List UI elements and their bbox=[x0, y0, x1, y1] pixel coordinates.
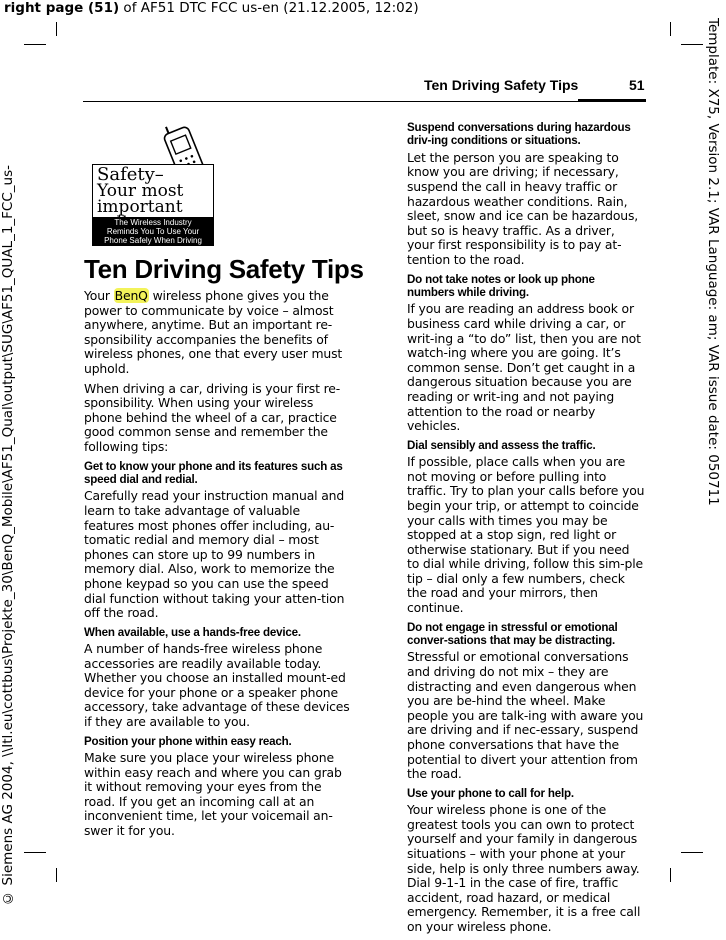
logo-band bbox=[93, 217, 213, 245]
copyright-path bbox=[0, 0, 20, 912]
tip-body: Carefully read your instruction manual and learn to take advantage of valuable features most phones offer including, au-tomatic redial and memory dial – most phones can store up to 99 numbers in memory dial. Also, work to memorize the phone keypad so you can use the speed dial function without taking your atten-tion off the road. bbox=[84, 488, 345, 621]
crop-mark bbox=[681, 44, 703, 45]
tip-heading: Suspend conversations during hazardous driv-ing conditions or situations. bbox=[407, 121, 631, 148]
tip-body: Let the person you are speaking to know you are driving; if necessary, suspend the call in heavy traffic or hazardous weather conditions. Rain, sleet, snow and ice can be hazardous, but so is heavy traffic. As a driver, your first responsibility is to pay at-tention to the road. bbox=[407, 149, 639, 267]
intro-paragraph-2: When driving a car, driving is your first re-sponsibility. When using your wireless phone behind the wheel of a car, practice good common sense and remember the following tips: bbox=[84, 380, 341, 454]
crop-mark bbox=[681, 852, 703, 853]
logo-line-3: important bbox=[97, 197, 183, 217]
tip-heading: Position your phone within easy reach. bbox=[84, 734, 292, 748]
crop-mark bbox=[24, 44, 46, 45]
intro-p1-before: Your bbox=[84, 288, 114, 303]
intro-p1-after: wireless phone gives you the power to communicate by voice – almost anywhere, anytime. But an important re-sponsibility accompanies the benefits of wireless phones, one that every user must uphold. bbox=[84, 288, 343, 376]
logo-line-2: Your most bbox=[97, 181, 184, 201]
template-info bbox=[705, 0, 725, 912]
tip-heading: Do not engage in stressful or emotional conver-sations that may be distracting. bbox=[407, 620, 618, 648]
safety-logo bbox=[92, 120, 214, 245]
template-info-text: Template: X75, Version 2.1; VAR Language: am; VAR issue date: 050711 bbox=[705, 18, 721, 506]
intro-paragraph bbox=[84, 289, 351, 377]
left-column bbox=[84, 289, 351, 844]
tip-body: Stressful or emotional conversations and driving do not mix – they are distracting and even dangerous when you are be-hind the wheel. Make people you are talk-ing with aware you are driving and if nec-essary, suspend phone conversations that have the potential to divert your attention from the road. bbox=[407, 649, 644, 782]
print-slug-prefix: right page (51) bbox=[4, 0, 120, 16]
tip-body: Your wireless phone is one of the greatest tools you can own to protect yourself and your family in dangerous situations – with your phone at your side, help is only three numbers away. Dial 9-1-1 in the case of fire, traffic accident, road hazard, or medical emergency. Remember, it is a free call on your wireless phone. bbox=[407, 802, 641, 934]
tip-heading: Do not take notes or look up phone numbers while driving. bbox=[407, 272, 595, 299]
logo-band-line-1: The Wireless Industry bbox=[114, 218, 192, 227]
running-header-title: Ten Driving Safety Tips bbox=[424, 77, 579, 93]
tip-body: If possible, place calls when you are not moving or before pulling into traffic. Try to plan your calls before you begin your trip, or attempt to coincide your calls with times you may be stopped at a stop sign, red light or otherwise stationary. But if you need to dial while driving, follow this sim-ple tip – dial only a few numbers, check the road and your mirrors, then continue. bbox=[407, 454, 645, 616]
crop-mark bbox=[670, 868, 671, 882]
tip-body: If you are reading an address book or business card while driving a car, or writ-ing a “to do” list, then you are not watch-ing where you are going. It’s common sense. Don’t get caught in a dangerous situation because you are reading or writ-ing and not paying attention to the road or nearby vehicles. bbox=[407, 301, 641, 434]
tip-heading: When available, use a hands-free device. bbox=[84, 625, 301, 639]
page-title: Ten Driving Safety Tips bbox=[84, 254, 364, 284]
print-slug bbox=[4, 0, 419, 16]
logo-box bbox=[92, 164, 214, 246]
tip-heading: Use your phone to call for help. bbox=[407, 786, 574, 800]
print-slug-rest: of AF51 DTC FCC us-en (21.12.2005, 12:02) bbox=[119, 0, 419, 16]
crop-mark bbox=[24, 852, 46, 853]
logo-line-1: Safety– bbox=[97, 164, 164, 185]
crop-mark bbox=[56, 22, 57, 36]
logo-band-line-2: Reminds You To Use Your bbox=[106, 227, 200, 236]
copyright-path-text: © Siemens AG 2004, \\Itl.eu\cottbus\Projekte_30\BenQ_Mobile\AF51_Qual\output\SUG\AF51_QUAL_1_FCC_us- bbox=[0, 165, 16, 906]
crop-mark bbox=[670, 22, 671, 36]
header-rule bbox=[83, 101, 646, 102]
page-number-bar bbox=[578, 99, 646, 102]
tip-heading: Get to know your phone and its features such as speed dial and redial. bbox=[84, 459, 343, 486]
tip-heading: Dial sensibly and assess the traffic. bbox=[407, 438, 596, 452]
tip-body: Make sure you place your wireless phone within easy reach and where you can grab it without removing your eyes from the road. If you get an incoming call at an inconvenient time, let your voicemail an-swer it for you. bbox=[84, 750, 342, 839]
crop-mark bbox=[56, 868, 57, 882]
tip-body: A number of hands-free wireless phone accessories are readily available today. Whether you choose an installed mount-ed device for your phone or a speaker phone accessory, take advantage of these devices if they are available to you. bbox=[84, 641, 350, 730]
logo-band-line-3: Phone Safely When Driving bbox=[104, 236, 202, 245]
right-column bbox=[407, 121, 645, 940]
page-number: 51 bbox=[629, 77, 645, 93]
brand-highlight: BenQ bbox=[114, 288, 148, 303]
